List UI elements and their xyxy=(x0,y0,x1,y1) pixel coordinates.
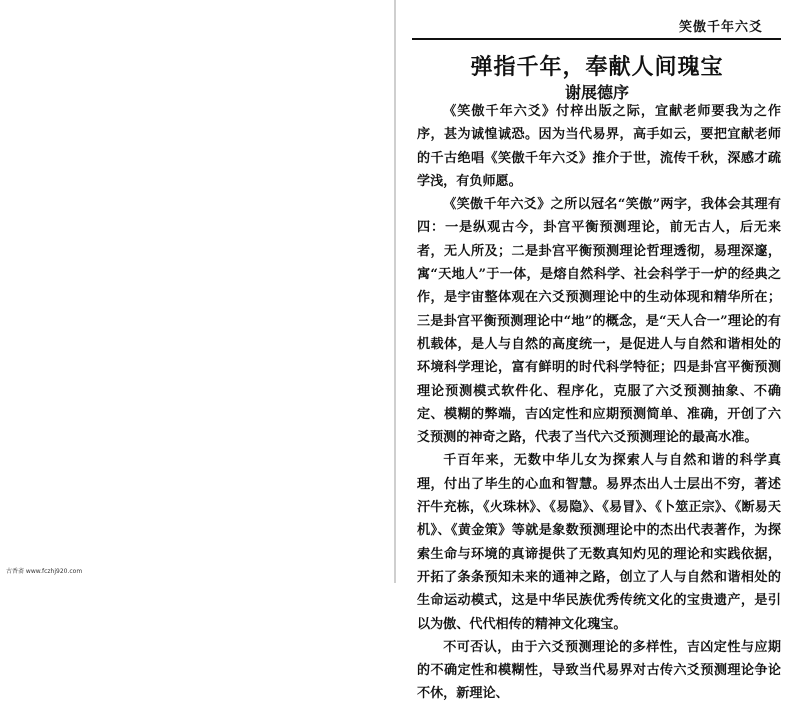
paragraph: 千百年来，无数中华儿女为探索人与自然和谐的科学真理，付出了毕生的心血和智慧。易界杰出人士层出不穷，著述汗牛充栋，《火珠林》、《易隐》、《易冒》、《卜筮正宗》、《断易天机》、《黄金策》等就是象数预测理论中的杰出代表著作，为探索生命与环境的真谛提供了无数真知灼见的理论和实践依据，开拓了条条预知未来的通神之路，创立了人与自然和谐相处的生命运动模式，这是中华民族优秀传统文化的宝贵遗产，是引以为傲、代代相传的精神文化瑰宝。 xyxy=(417,453,781,632)
paragraph: 不可否认，由于六爻预测理论的多样性，吉凶定性与应期的不确定性和模糊性，导致当代易界对古传六爻预测理论争论不休，新理论、 xyxy=(417,639,781,702)
running-head-title: 笑傲千年六爻 xyxy=(678,20,763,35)
preface-author: 谢展德序 xyxy=(564,83,629,102)
source-watermark: 古香斋 www.fczhj920.com xyxy=(6,568,83,575)
article-body xyxy=(417,100,781,706)
book-spine-gutter xyxy=(394,0,396,583)
paragraph: 《笑傲千年六爻》付梓出版之际，宜献老师要我为之作序，甚为诚惶诚恐。因为当代易界，高手如云，要把宜献老师的千古绝唱《笑傲千年六爻》推介于世，流传千秋，深感才疏学浅，有负师愿。 xyxy=(417,104,781,189)
paragraph: 《笑傲千年六爻》之所以冠名“笑傲”两字，我体会其理有四：一是纵观古今，卦宫平衡预测理论，前无古人，后无来者，无人所及；二是卦宫平衡预测理论哲理透彻，易理深邃，寓“天地人”于一体，是熔自然科学、社会科学于一炉的经典之作，是宇宙整体观在六爻预测理论中的生动体现和精华所在；三是卦宫平衡预测理论中“地”的概念，是“天人合一”理论的有机载体，是人与自然的高度统一，是促进人与自然和谐相处的环境科学理论，富有鲜明的时代科学特征；四是卦宫平衡预测理论预测模式软件化、程序化，克服了六爻预测抽象、不确定、模糊的弊端，吉凶定性和应期预测简单、准确，开创了六爻预测的神奇之路，代表了当代六爻预测理论的最高水准。 xyxy=(417,197,781,446)
running-head xyxy=(412,16,781,36)
article-title: 弹指千年，奉献人间瑰宝 xyxy=(470,54,724,80)
running-head-rule xyxy=(412,38,781,40)
